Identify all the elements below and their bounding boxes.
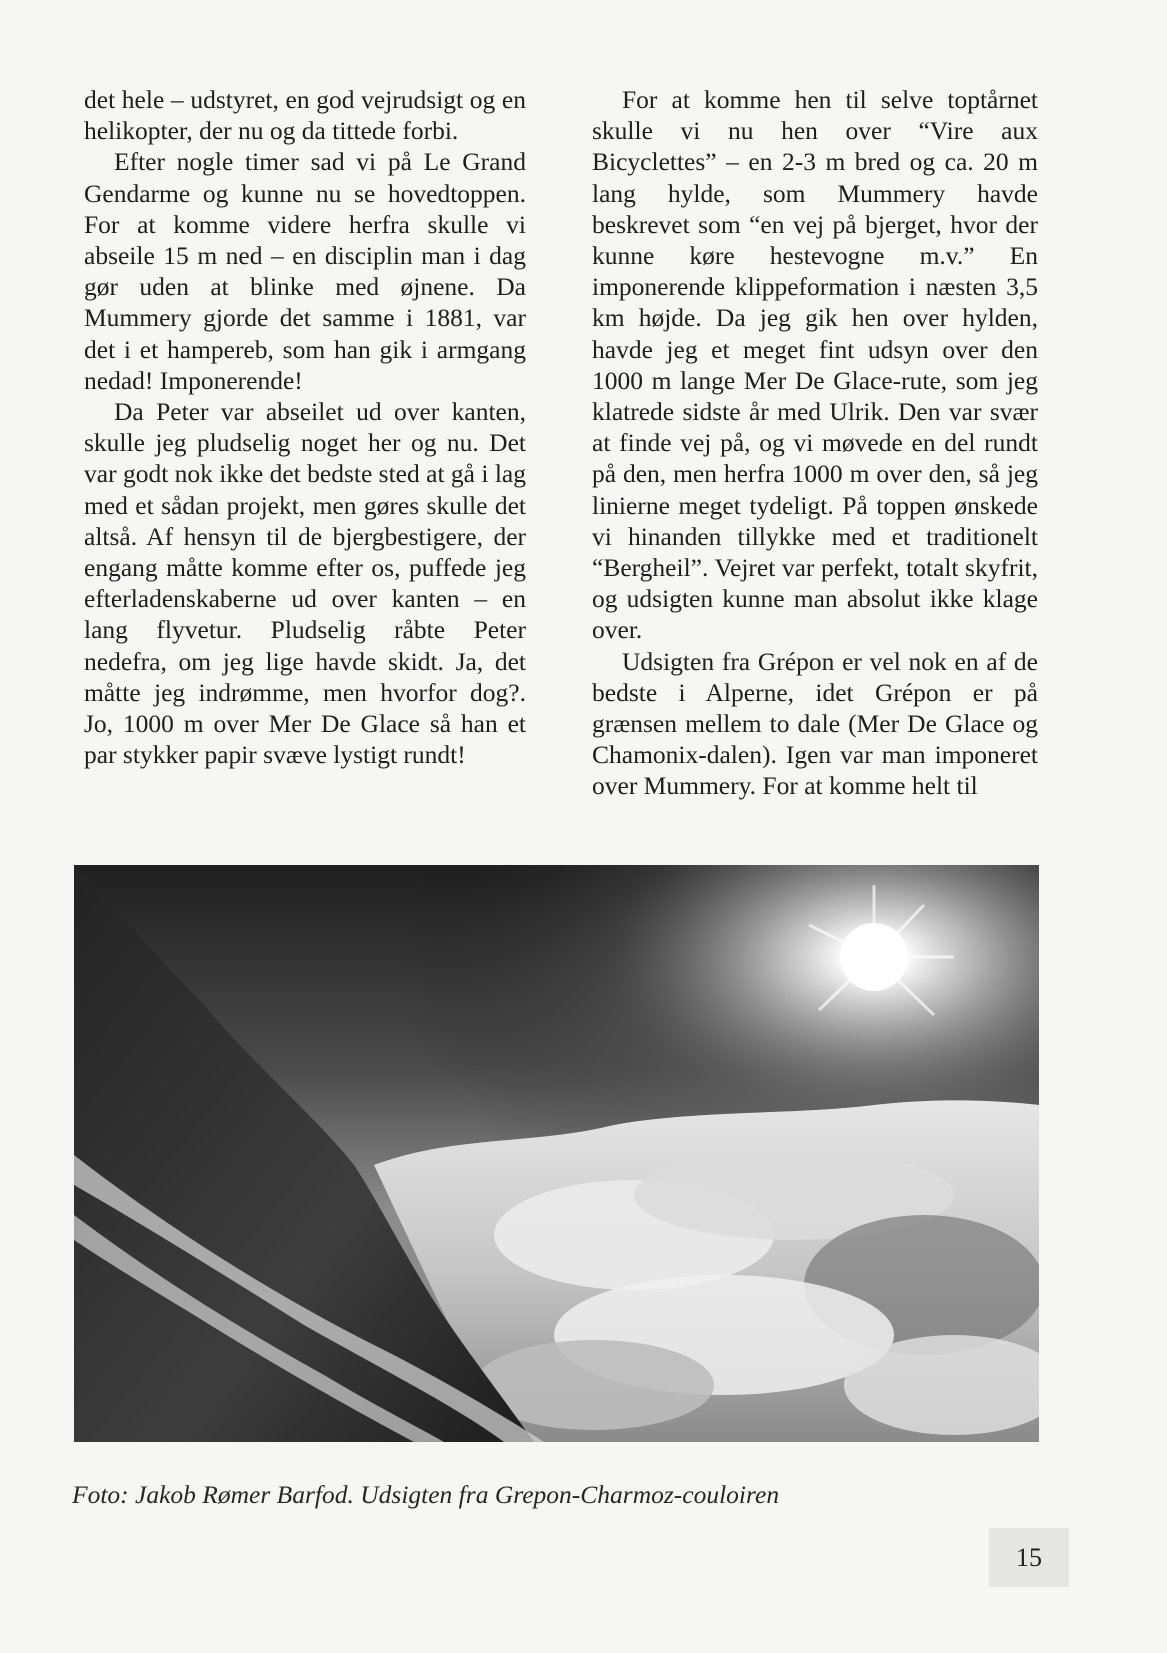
paragraph: Efter nogle timer sad vi på Le Grand Gendarme og kunne nu se hovedtoppen. For at komme videre herfra skulle vi abseile 15 m ned – en disciplin man i dag gør uden at blinke med øjnene. Da Mummery gjorde det samme i 1881, var det i et hampereb, som han gik i armgang nedad! Imponerende! bbox=[84, 147, 526, 395]
mountain-cloud-photo bbox=[74, 865, 1039, 1442]
paragraph: Da Peter var abseilet ud over kanten, skulle jeg pludselig noget her og nu. Det var godt nok ikke det bedste sted at gå i lag med et sådan projekt, men gøres skulle det altså. Af hensyn til de bjergbestigere, der engang måtte komme efter os, puffede jeg efterladenskaberne ud over kanten – en lang flyvetur. Pludselig råbte Peter nedefra, om jeg lige havde skidt. Ja, det måtte jeg indrømme, men hvorfor dog?. Jo, 1000 m over Mer De Glace så han et par stykker papir svæve lystigt rundt! bbox=[84, 397, 526, 770]
paragraph: Udsigten fra Grépon er vel nok en af de bedste i Alperne, idet Grépon er på grænsen mellem to dale (Mer De Glace og Chamonix-dalen). Igen var man imponeret over Mummery. For at komme helt til bbox=[592, 646, 1038, 801]
page-number: 15 bbox=[1016, 1542, 1042, 1572]
left-column bbox=[84, 84, 526, 770]
paragraph: For at komme hen til selve toptårnet skulle vi nu hen over “Vire aux Bicyclettes” – en 2-3 m bred og ca. 20 m lang hylde, som Mummery havde beskrevet som “en vej på bjerget, hvor der kunne køre hestevogne m.v.” En imponerende klippeformation i næsten 3,5 km højde. Da jeg gik hen over hylden, havde jeg et meget fint udsyn over den 1000 m lange Mer De Glace-rute, som jeg klatrede sidste år med Ulrik. Den var svær at finde vej på, og vi møvede en del rundt på den, men herfra 1000 m over den, så jeg linierne meget tydeligt. På toppen ønskede vi hinanden tillykke med et traditionelt “Bergheil”. Vejret var perfekt, totalt skyfrit, og udsigten kunne man absolut ikke klage over. bbox=[592, 85, 1038, 645]
paragraph: det hele – udstyret, en god vejrudsigt og en helikopter, der nu og da tittede forbi. bbox=[84, 85, 526, 146]
right-column bbox=[592, 84, 1038, 802]
photo-caption: Foto: Jakob Rømer Barfod. Udsigten fra Grepon-Charmoz-couloiren bbox=[72, 1480, 780, 1509]
page-number-box bbox=[989, 1528, 1069, 1587]
